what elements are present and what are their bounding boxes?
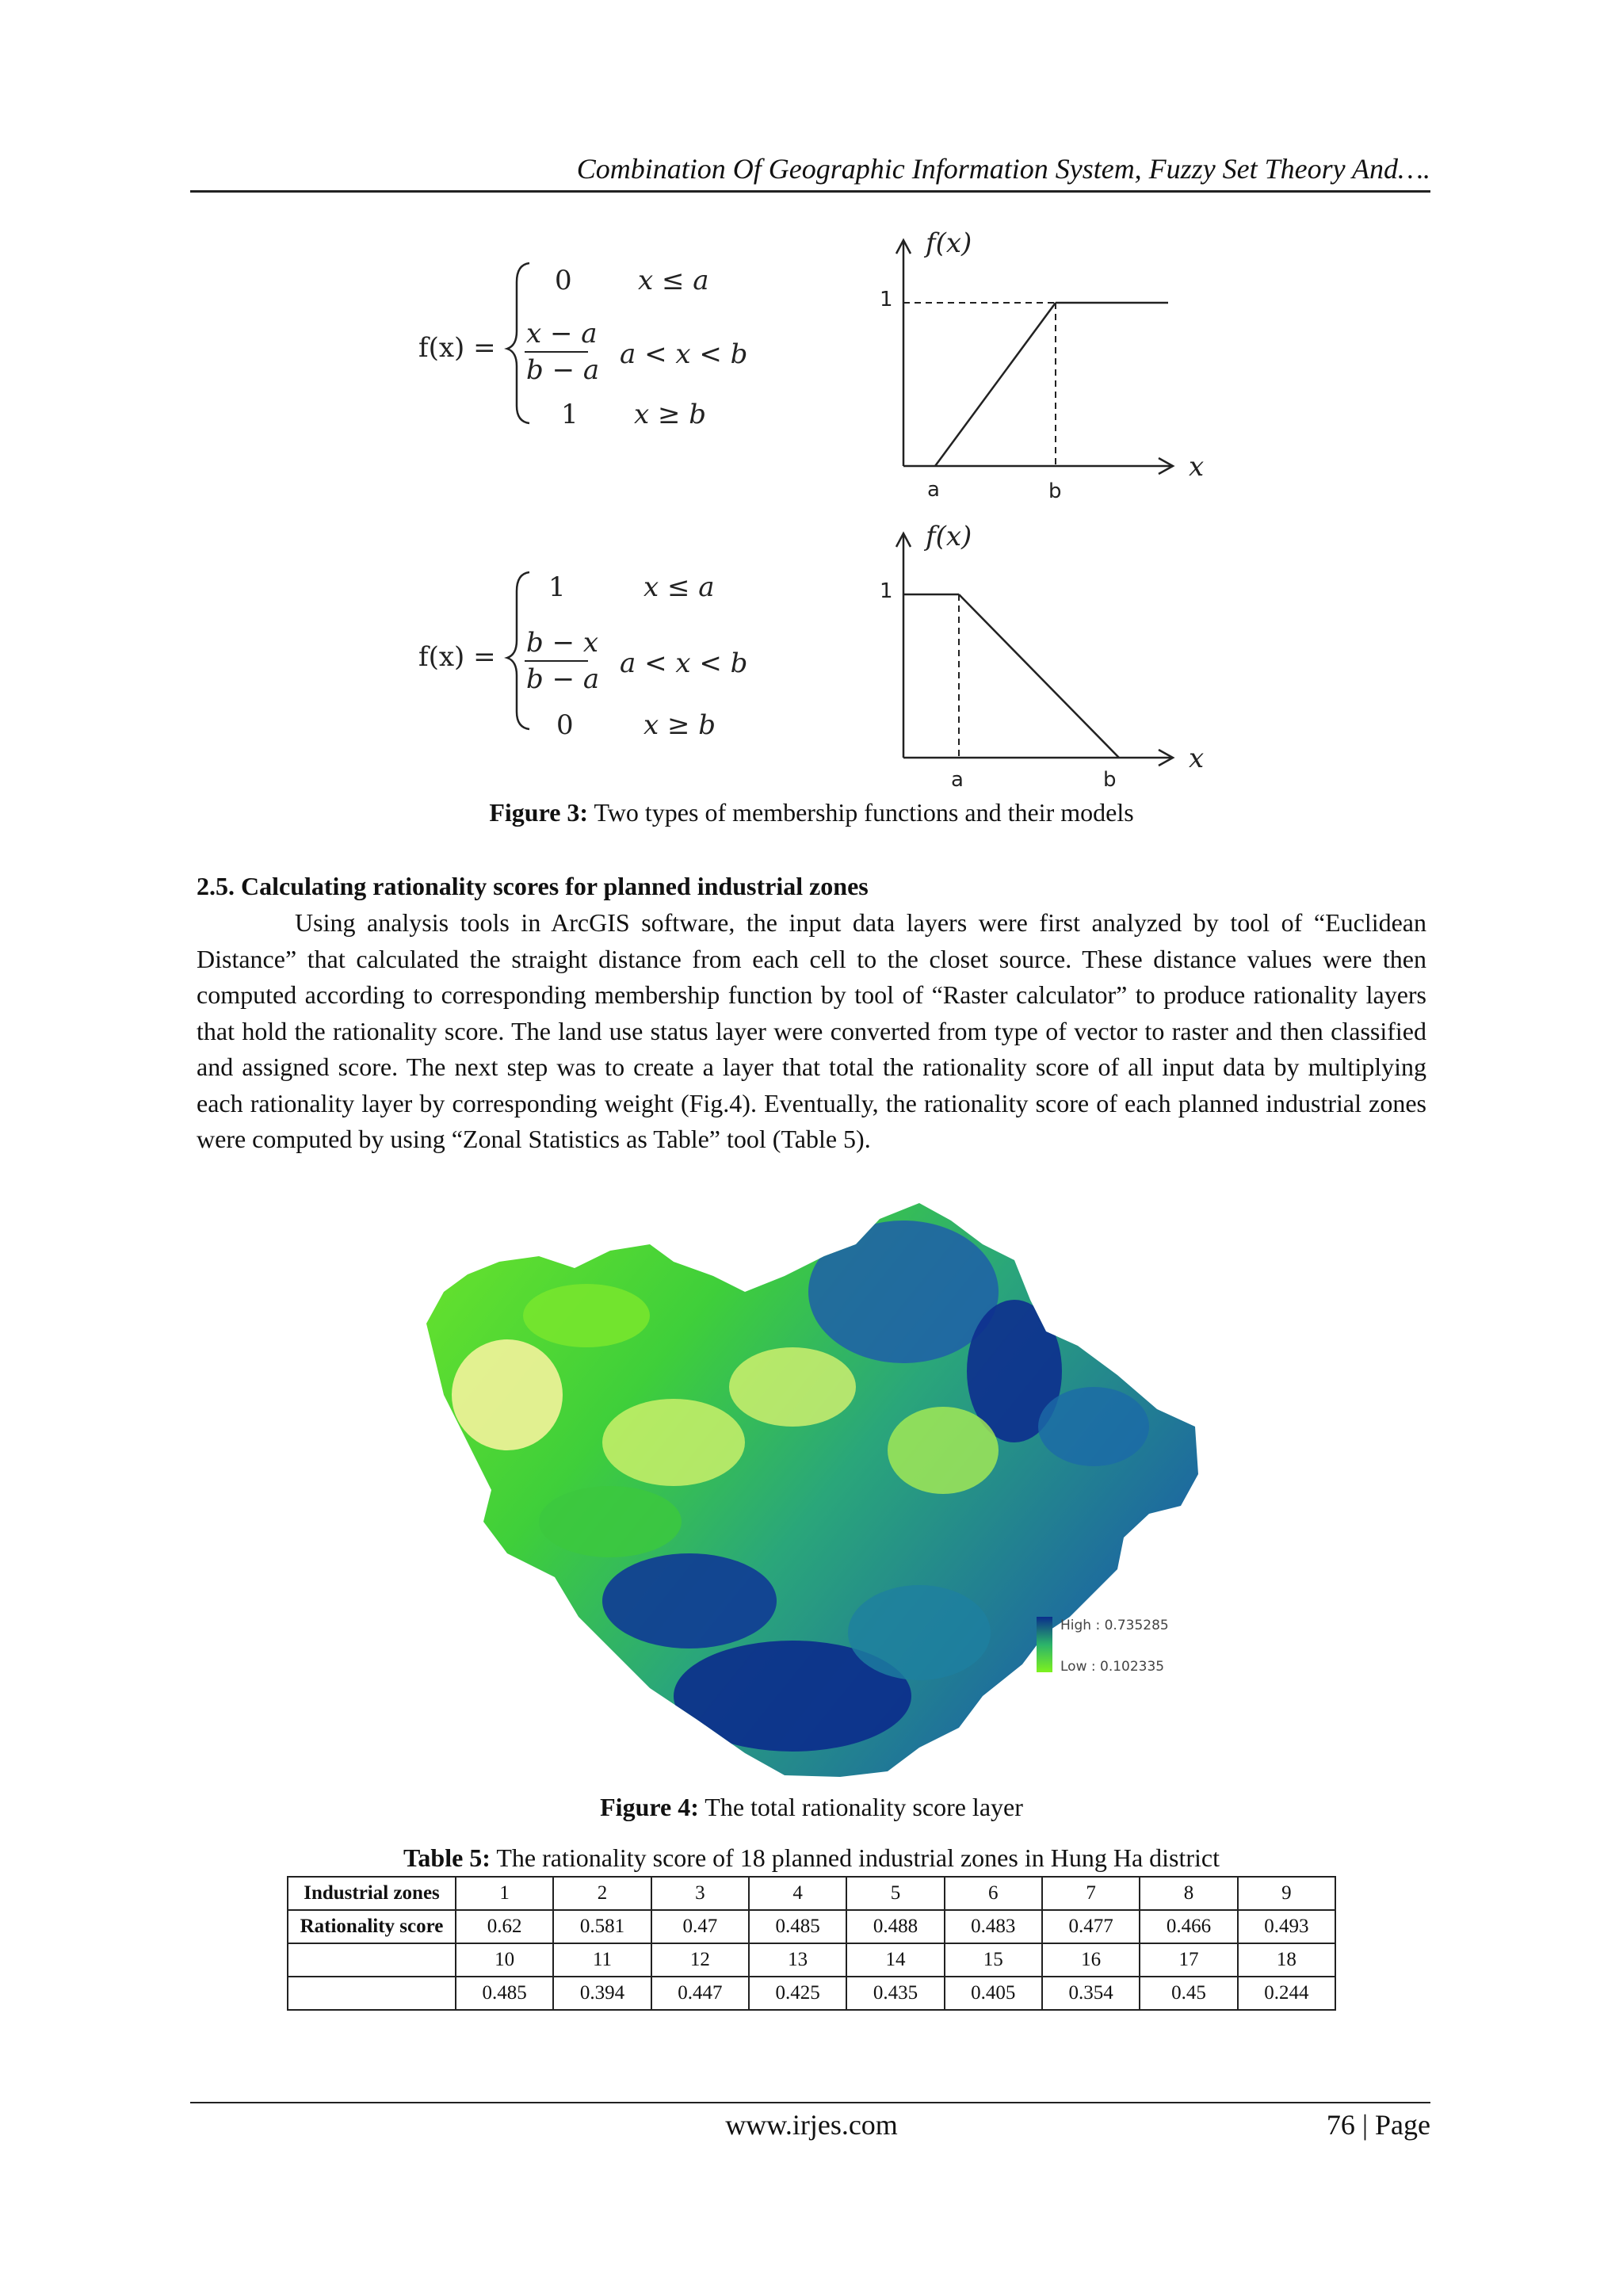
table-row xyxy=(288,1977,1335,2010)
empty-cell xyxy=(288,1943,456,1977)
formula-decreasing xyxy=(418,571,747,741)
table-row xyxy=(288,1943,1335,1977)
table-cell: 0.435 xyxy=(846,1977,944,2010)
table-cell: 0.466 xyxy=(1140,1910,1237,1943)
table-cell: 0.485 xyxy=(456,1977,553,2010)
case-value: 1 xyxy=(561,399,579,430)
table-cell: 10 xyxy=(456,1943,553,1977)
tick-b: b xyxy=(1103,768,1117,792)
table-cell: 0.581 xyxy=(553,1910,651,1943)
x-axis-label: x xyxy=(1189,743,1205,774)
caption-label: Table 5: xyxy=(403,1843,491,1872)
table-row xyxy=(288,1910,1335,1943)
figure-3-membership-functions xyxy=(0,214,1623,800)
fraction-denominator: b − a xyxy=(526,663,600,695)
table-cell: 0.493 xyxy=(1238,1910,1335,1943)
table-cell: 0.485 xyxy=(749,1910,846,1943)
table-cell: 0.45 xyxy=(1140,1977,1237,2010)
caption-label: Figure 3: xyxy=(489,798,589,827)
row-header: Rationality score xyxy=(288,1910,456,1943)
case-value: 1 xyxy=(548,571,566,603)
graph-decreasing xyxy=(880,521,1204,792)
caption-text: The rationality score of 18 planned industrial zones in Hung Ha district xyxy=(490,1843,1220,1872)
tick-a: a xyxy=(927,478,940,502)
table-cell: 8 xyxy=(1140,1877,1237,1910)
case-condition: x ≤ a xyxy=(638,265,709,296)
table-cell: 4 xyxy=(749,1877,846,1910)
table-cell: 1 xyxy=(456,1877,553,1910)
page-number: 76 | Page xyxy=(1326,2109,1430,2141)
case-condition: a < x < b xyxy=(620,338,748,370)
caption-text: The total rationality score layer xyxy=(698,1793,1023,1821)
rationality-score-table xyxy=(287,1876,1336,2011)
graph-increasing xyxy=(880,227,1204,503)
table-cell: 7 xyxy=(1042,1877,1140,1910)
table-cell: 0.354 xyxy=(1042,1977,1140,2010)
table-cell: 14 xyxy=(846,1943,944,1977)
fraction-numerator: x − a xyxy=(526,318,598,350)
table-cell: 0.488 xyxy=(846,1910,944,1943)
table-cell: 17 xyxy=(1140,1943,1237,1977)
formula-lhs: f(x) = xyxy=(418,641,496,673)
tick-b: b xyxy=(1048,479,1062,503)
table-row xyxy=(288,1877,1335,1910)
caption-text: Two types of membership functions and their models xyxy=(588,798,1134,827)
x-axis-label: x xyxy=(1189,451,1205,483)
fraction-denominator: b − a xyxy=(526,354,600,386)
body-paragraph: Using analysis tools in ArcGIS software, the input data layers were first analyzed by tool of “Euclidean Distance” that calculated the straight distance from each cell to the closet source. These distance values were then computed according to corresponding membership function by tool of “Raster calculator” to produce rationality layers that hold the rationality score. The land use status layer were converted from type of vector to raster and then classified and assigned score. The next step was to create a layer that total the rationality score of all input data by multiplying each rationality layer by corresponding weight (Fig.4). Eventually, the rationality score of each planned industrial zones were computed by using “Zonal Statistics as Table” tool (Table 5). xyxy=(197,908,1426,1153)
table-cell: 0.425 xyxy=(749,1977,846,2010)
table-cell: 15 xyxy=(945,1943,1042,1977)
row-header: Industrial zones xyxy=(288,1877,456,1910)
table-cell: 3 xyxy=(651,1877,749,1910)
case-condition: x ≥ b xyxy=(634,399,707,430)
map-raster xyxy=(412,1189,1220,1791)
case-value: 0 xyxy=(556,709,574,741)
figure-3-caption xyxy=(0,798,1623,827)
table-cell: 12 xyxy=(651,1943,749,1977)
table-cell: 11 xyxy=(553,1943,651,1977)
legend-high: High : 0.735285 xyxy=(1060,1618,1169,1633)
figure-4-caption xyxy=(0,1793,1623,1822)
formula-lhs: f(x) = xyxy=(418,332,496,364)
table-cell: 18 xyxy=(1238,1943,1335,1977)
section-heading: 2.5. Calculating rationality scores for planned industrial zones xyxy=(197,872,869,900)
table-cell: 13 xyxy=(749,1943,846,1977)
footer-rule xyxy=(190,2102,1430,2103)
y-axis-label: f(x) xyxy=(926,227,972,259)
footer-url: www.irjes.com xyxy=(725,2109,898,2141)
formula-increasing xyxy=(418,263,747,430)
table-cell: 0.405 xyxy=(945,1977,1042,2010)
table-cell: 0.447 xyxy=(651,1977,749,2010)
table-cell: 0.244 xyxy=(1238,1977,1335,2010)
legend-color-ramp xyxy=(1037,1617,1052,1672)
legend-low: Low : 0.102335 xyxy=(1060,1659,1165,1675)
y-axis-label: f(x) xyxy=(926,521,972,552)
table-cell: 2 xyxy=(553,1877,651,1910)
figure-4-rationality-map xyxy=(412,1189,1220,1791)
table-cell: 16 xyxy=(1042,1943,1140,1977)
case-value: 0 xyxy=(555,265,572,296)
case-condition: x ≥ b xyxy=(643,709,716,741)
table-5-caption xyxy=(0,1843,1623,1873)
case-condition: x ≤ a xyxy=(643,571,715,603)
case-condition: a < x < b xyxy=(620,648,748,679)
caption-label: Figure 4: xyxy=(600,1793,699,1821)
table-cell: 0.394 xyxy=(553,1977,651,2010)
tick-one: 1 xyxy=(880,579,893,603)
tick-a: a xyxy=(951,768,964,792)
table-cell: 0.483 xyxy=(945,1910,1042,1943)
ramp-line xyxy=(959,594,1119,758)
tick-one: 1 xyxy=(880,288,893,311)
table-cell: 0.62 xyxy=(456,1910,553,1943)
header-rule xyxy=(190,190,1430,193)
table-cell: 0.47 xyxy=(651,1910,749,1943)
ramp-line xyxy=(935,303,1056,466)
fraction-numerator: b − x xyxy=(526,627,599,659)
empty-cell xyxy=(288,1977,456,2010)
table-cell: 5 xyxy=(846,1877,944,1910)
running-header: Combination Of Geographic Information System, Fuzzy Set Theory And…. xyxy=(576,153,1430,185)
table-cell: 0.477 xyxy=(1042,1910,1140,1943)
table-cell: 6 xyxy=(945,1877,1042,1910)
table-cell: 9 xyxy=(1238,1877,1335,1910)
